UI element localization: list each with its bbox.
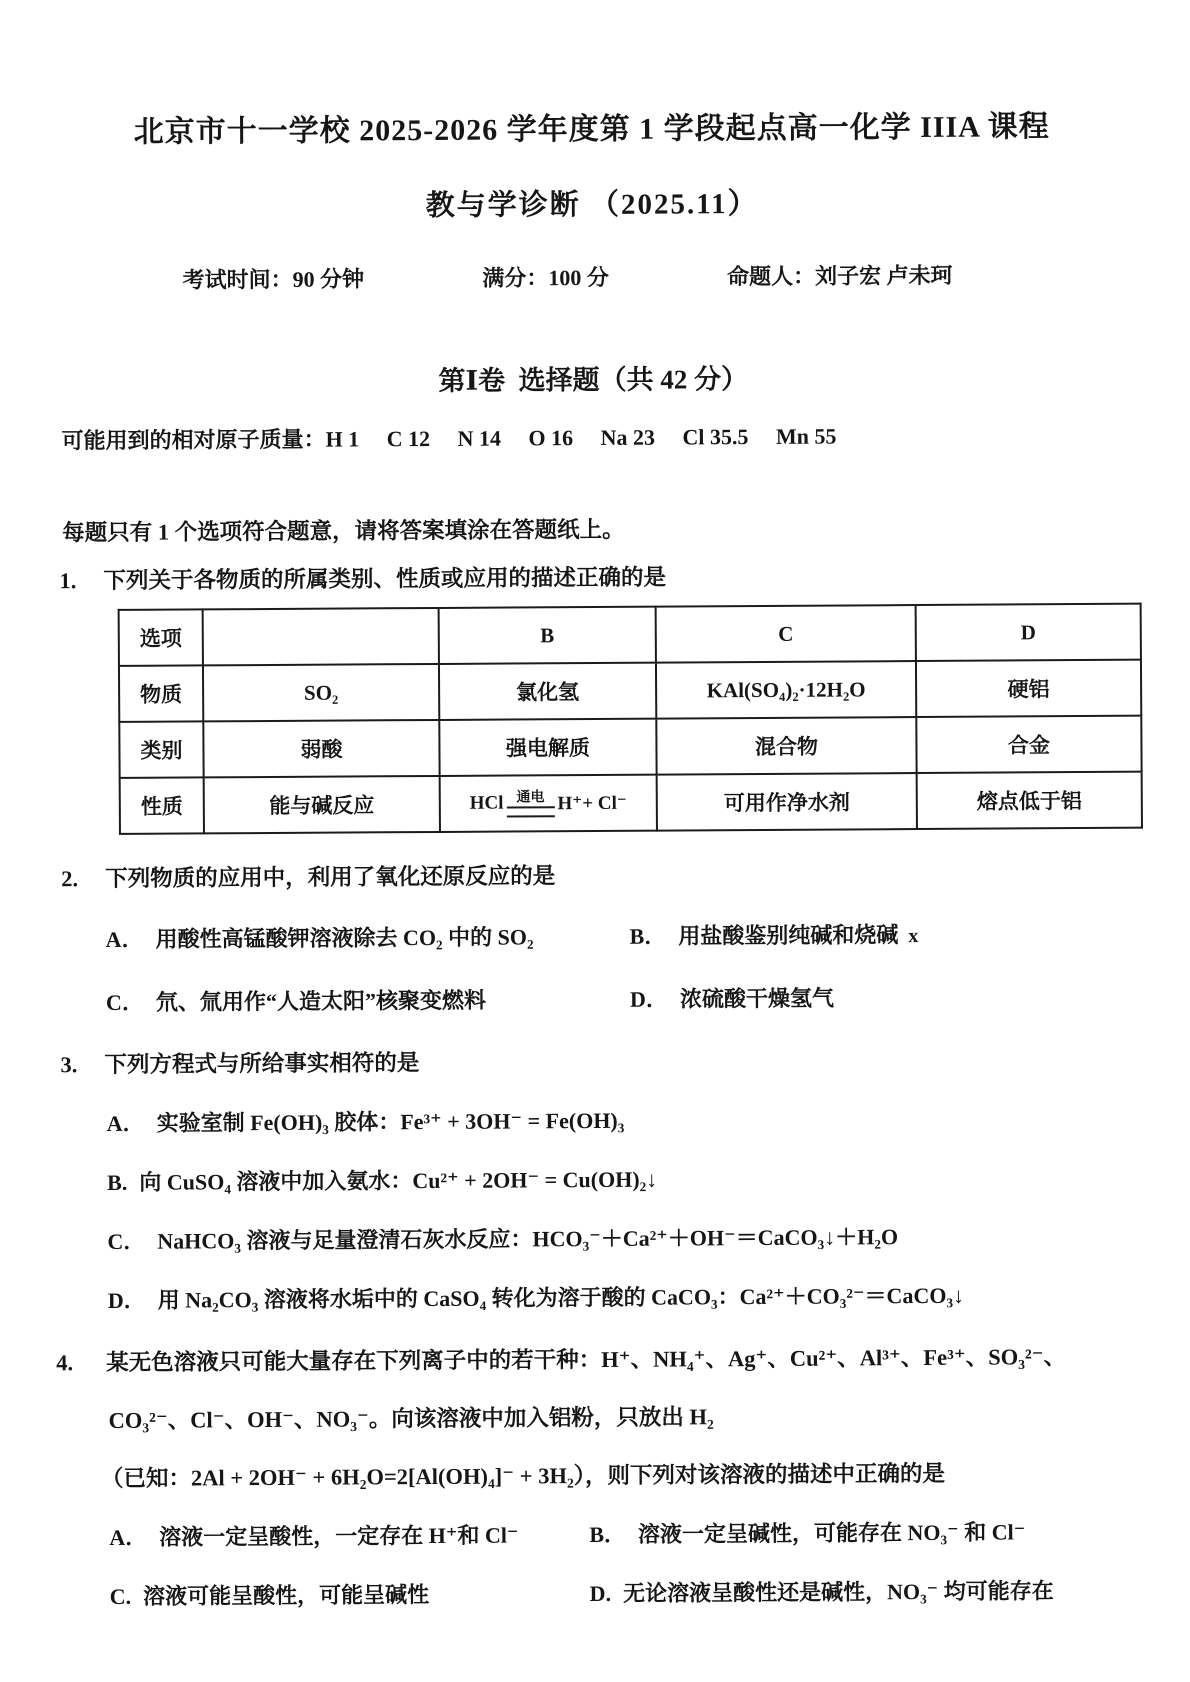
category-d: 合金 bbox=[916, 716, 1141, 773]
substance-d: 硬铝 bbox=[916, 660, 1141, 717]
row-label-property: 性质 bbox=[120, 777, 204, 834]
option-4c-label: C. bbox=[109, 1583, 132, 1609]
property-d: 熔点低于铝 bbox=[917, 772, 1142, 829]
option-2b-label: B． bbox=[629, 923, 667, 949]
option-2d-label: D． bbox=[629, 986, 668, 1012]
exam-subtitle: 教与学诊断 （2025.11） bbox=[425, 187, 759, 223]
question-4-text-line1: 某无色溶液只可能大量存在下列离子中的若干种：H⁺、NH₄⁺、Ag⁺、Cu²⁺、Al³⁺、Fe³⁺、SO₃²⁻、 bbox=[106, 1344, 1067, 1375]
question-1-stem bbox=[59, 556, 1189, 595]
property-b-equation bbox=[440, 775, 657, 832]
option-3b-label: B. bbox=[107, 1169, 128, 1195]
option-4a-text: 溶液一定呈酸性，一定存在 H⁺和 Cl⁻ bbox=[159, 1522, 519, 1550]
option-3c-text: NaHCO₃ 溶液与足量澄清石灰水反应：HCO₃⁻＋Ca²⁺＋OH⁻＝CaCO₃↓＋H₂O bbox=[157, 1224, 899, 1254]
option-2b bbox=[630, 918, 919, 951]
table-row-header bbox=[119, 604, 1141, 666]
table-row-substance bbox=[119, 660, 1141, 722]
question-3-number: 3. bbox=[60, 1052, 78, 1078]
table-row-category bbox=[119, 716, 1141, 778]
row-label-substance: 物质 bbox=[119, 665, 203, 722]
option-4d-text: 无论溶液呈酸性还是碱性，NO₃⁻ 均可能存在 bbox=[622, 1578, 1054, 1606]
substance-a: SO₂ bbox=[203, 664, 439, 721]
question-2-number: 2. bbox=[61, 866, 79, 892]
electrolysis-products: H⁺+ Cl⁻ bbox=[557, 792, 627, 815]
property-c: 可用作净水剂 bbox=[657, 773, 917, 831]
category-c: 混合物 bbox=[656, 717, 916, 775]
question-4-options-row1 bbox=[109, 1514, 1190, 1552]
option-3a-text: 实验室制 Fe(OH)₃ 胶体：Fe³⁺ + 3OH⁻ = Fe(OH)₃ bbox=[156, 1107, 625, 1136]
question-4-text-line2: CO₃²⁻、Cl⁻、OH⁻、NO₃⁻。向该溶液中加入铝粉，只放出 H₂ bbox=[108, 1404, 714, 1433]
option-4d-label: D. bbox=[589, 1580, 612, 1607]
table-header-b: B bbox=[439, 607, 656, 664]
category-a: 弱酸 bbox=[203, 720, 439, 777]
option-3d-label: D． bbox=[107, 1287, 146, 1313]
option-3d bbox=[108, 1277, 1190, 1315]
electrolysis-reactant: HCl bbox=[469, 792, 504, 815]
exam-setters: 命题人：刘子宏 卢未珂 bbox=[726, 262, 953, 290]
question-4-number: 4. bbox=[56, 1350, 74, 1376]
exam-full-score: 满分：100 分 bbox=[482, 264, 609, 291]
electrolysis-condition: 通电 bbox=[516, 790, 545, 806]
option-3c-label: C． bbox=[107, 1228, 146, 1254]
option-4a-label: A． bbox=[109, 1524, 148, 1550]
option-2a bbox=[106, 920, 630, 954]
double-equals-sign bbox=[506, 806, 554, 817]
option-4c-text: 溶液可能呈酸性，可能呈碱性 bbox=[142, 1582, 430, 1609]
table-corner-cell: 选项 bbox=[119, 609, 203, 666]
option-4b-label: B． bbox=[589, 1521, 627, 1548]
category-b: 强电解质 bbox=[439, 719, 656, 776]
question-4-text-line3: （已知：2Al + 2OH⁻ + 6H₂O=2[Al(OH)₄]⁻ + 3H₂），则下列对该溶液的描述中正确的是 bbox=[100, 1460, 945, 1492]
atomic-masses-line: 可能用到的相对原子质量：H 1 C 12 N 14 O 16 Na 23 Cl 35.5 Mn 55 bbox=[61, 423, 837, 454]
option-3a-label: A． bbox=[106, 1110, 145, 1136]
option-2c-text: 氘、氚用作“人造太阳”核聚变燃料 bbox=[155, 987, 486, 1015]
table-header-d: D bbox=[916, 604, 1141, 661]
option-4c bbox=[110, 1577, 590, 1611]
option-3b bbox=[107, 1159, 1190, 1197]
exam-info-row bbox=[183, 259, 953, 295]
electrolysis-equation bbox=[470, 790, 627, 817]
question-2-options-row2 bbox=[106, 979, 1190, 1017]
question-4-stem bbox=[56, 1338, 1190, 1377]
question-3-text: 下列方程式与所给事实相符的是 bbox=[104, 1050, 420, 1078]
option-3c bbox=[107, 1218, 1190, 1256]
option-3b-text: 向 CuSO₄ 溶液中加入氨水：Cu²⁺ + 2OH⁻ = Cu(OH)₂↓ bbox=[139, 1166, 658, 1195]
question-2-stem bbox=[61, 854, 1190, 893]
question-2-text: 下列物质的应用中，利用了氧化还原反应的是 bbox=[105, 863, 556, 891]
exam-time: 考试时间：90 分钟 bbox=[182, 266, 365, 293]
substance-c: KAl(SO₄)₂·12H₂O bbox=[656, 661, 916, 719]
table-row-property bbox=[120, 772, 1142, 834]
option-2a-text: 用酸性高锰酸钾溶液除去 CO₂ 中的 SO₂ bbox=[155, 924, 534, 952]
exam-title: 北京市十一学校 2025-2026 学年度第 1 学段起点高一化学 IIIA 课程 bbox=[133, 110, 1050, 149]
option-3d-text: 用 Na₂CO₃ 溶液将水垢中的 CaSO₄ 转化为溶于酸的 CaCO₃：Ca²⁺＋CO₃²⁻＝CaCO₃↓ bbox=[157, 1282, 965, 1313]
question-1-number: 1. bbox=[59, 568, 77, 594]
section1-title: 第Ⅰ卷 选择题（共 42 分） bbox=[438, 364, 749, 396]
property-a: 能与碱反应 bbox=[204, 776, 440, 833]
option-4b bbox=[589, 1515, 1025, 1549]
question-3-stem bbox=[60, 1040, 1190, 1079]
option-4d bbox=[590, 1574, 1054, 1608]
question-1-text: 下列关于各物质的所属类别、性质或应用的描述正确的是 bbox=[103, 564, 667, 594]
answer-instruction: 每题只有 1 个选项符合题意，请将答案填涂在答题纸上。 bbox=[62, 516, 625, 546]
option-2a-label: A． bbox=[105, 926, 144, 952]
question-4-options-row2 bbox=[110, 1573, 1190, 1611]
option-2c bbox=[106, 983, 630, 1017]
option-2d bbox=[630, 982, 834, 1014]
handwritten-x-mark: x bbox=[908, 925, 919, 948]
option-4a bbox=[109, 1518, 589, 1552]
option-3a bbox=[107, 1100, 1190, 1138]
option-2c-label: C． bbox=[105, 989, 144, 1015]
option-4b-text: 溶液一定呈碱性，可能存在 NO₃⁻ 和 Cl⁻ bbox=[637, 1519, 1026, 1547]
question-2-options-row1 bbox=[106, 916, 1190, 954]
electrolysis-condition-arrow bbox=[506, 790, 554, 817]
option-2d-text: 浓硫酸干燥氢气 bbox=[679, 985, 834, 1012]
question-1-table bbox=[118, 603, 1143, 835]
table-header-a bbox=[203, 608, 439, 665]
table-header-c: C bbox=[656, 605, 916, 663]
substance-b: 氯化氢 bbox=[439, 663, 656, 720]
option-2b-text: 用盐酸鉴别纯碱和烧碱 bbox=[678, 922, 899, 949]
row-label-category: 类别 bbox=[119, 721, 203, 778]
